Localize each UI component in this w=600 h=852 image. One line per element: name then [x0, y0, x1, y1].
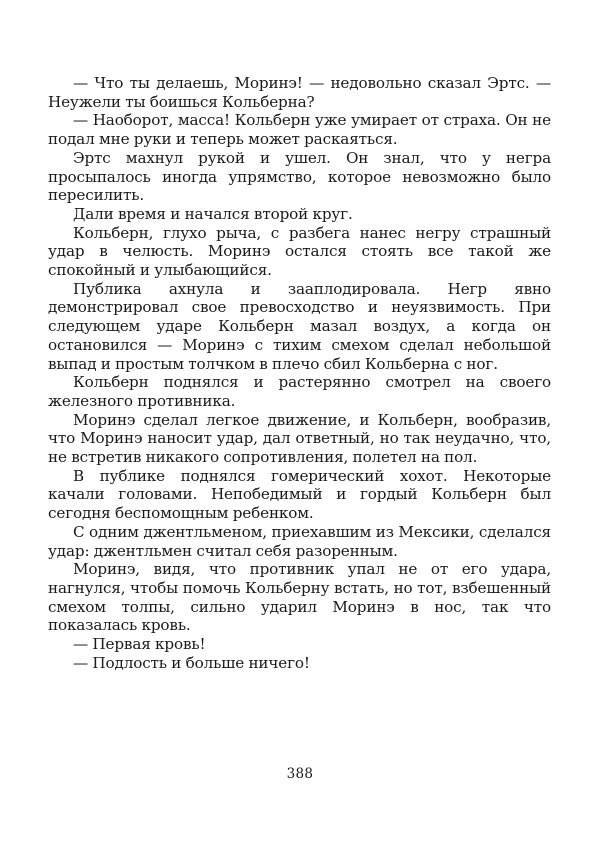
paragraph: Дали время и начался второй круг. [73, 204, 353, 223]
paragraph: С одним джентльменом, приехавшим из Мексики, сделался удар: джентльмен считал себя разоренным. [48, 522, 551, 560]
paragraph: В публике поднялся гомерический хохот. Некоторые качали головами. Непобедимый и гордый Кольберн был сегодня беспомощным ребенком. [48, 466, 551, 523]
paragraph: — Наоборот, масса! Кольберн уже умирает от страха. Он не подал мне руки и теперь может раскаяться. [48, 111, 551, 149]
paragraph: Кольберн, глухо рыча, с разбега нанес негру страшный удар в челюсть. Моринэ остался стоять все такой же спокойный и улыбающийся. [48, 223, 551, 280]
paragraph: Кольберн поднялся и растерянно смотрел на своего железного противника. [48, 373, 551, 410]
paragraph: Публика ахнула и зааплодировала. Негр явно демонстрировал свое превосходство и неуязвимость. При следующем ударе Кольберн мазал воздух, а когда он остановился — Моринэ с тихим смехом сделал небольшой выпад и простым толчком в плечо сбил Кольберна с ног. [48, 279, 551, 373]
paragraph: — Подлость и больше ничего! [73, 653, 310, 672]
paragraph: Эртс махнул рукой и ушел. Он знал, что у негра просыпалось иногда упрямство, которое невозможно было пересилить. [48, 148, 551, 205]
paragraph: — Что ты делаешь, Моринэ! — недовольно сказал Эртс. — Неужели ты боишься Кольберна? [48, 74, 551, 111]
book-page [48, 74, 551, 673]
paragraph: Моринэ, видя, что противник упал не от его удара, нагнулся, чтобы помочь Кольберну встать, но тот, взбешенный смехом толпы, сильно ударил Моринэ в нос, так что показалась кровь. [48, 560, 551, 635]
paragraph: Моринэ сделал легкое движение, и Кольберн, вообразив, что Моринэ наносит удар, дал ответный, но так неудачно, что, не встретив никакого сопротивления, полетел на пол. [48, 410, 551, 467]
paragraph: — Первая кровь! [73, 635, 206, 654]
page-text [48, 74, 551, 673]
page-number: 388 [286, 766, 314, 782]
